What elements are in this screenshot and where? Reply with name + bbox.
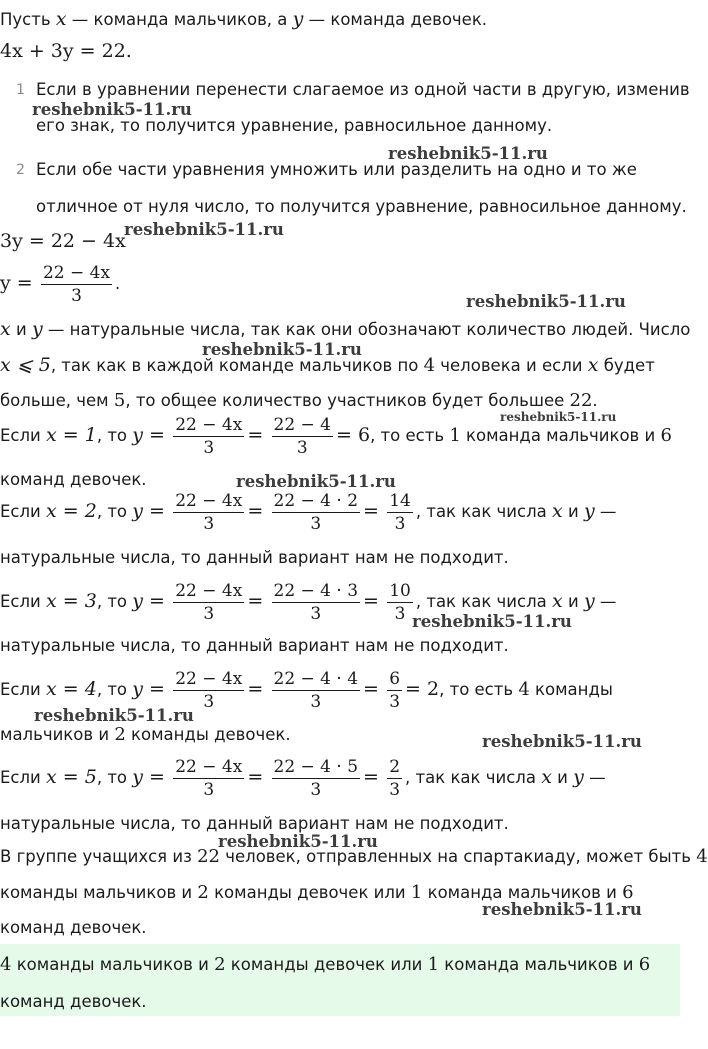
fraction: $\frac{22 - 4x}{3}$	[42, 263, 111, 306]
case-1-line-1: Если x = 1, то y = $\frac{22 - 4x}{3}$ = $\frac{22 - 4}{3}$ = 6, то есть 1 команда мальчиков и 6	[0, 415, 672, 458]
fraction: $\frac{22 - 4x}{3}$	[175, 581, 243, 624]
case-2-line-2: натуральные числа, то данный вариант нам не подходит.	[0, 548, 509, 567]
watermark: reshebnik5-11.ru	[412, 612, 572, 631]
reason-line-2: x ⩽ 5, так как в каждой команде мальчиков по 4 человека и если x будет	[0, 354, 655, 376]
fraction: $\frac{22 - 4x}{3}$	[175, 491, 243, 534]
fraction: $\frac{22 - 4x}{3}$	[175, 757, 243, 800]
fraction: $\frac{22 - 4 \cdot 4}{3}$	[273, 669, 359, 712]
watermark: reshebnik5-11.ru	[32, 100, 192, 119]
reason-line-3: больше, чем 5, то общее количество участников будет большее 22.	[0, 390, 598, 411]
step-equation-1: 3y = 22 − 4x	[0, 230, 126, 252]
fraction: $\frac{22 - 4 \cdot 3}{3}$	[273, 581, 359, 624]
rule-number: 2	[16, 162, 25, 178]
case-4-line-1: Если x = 4, то y = $\frac{22 - 4x}{3}$ = $\frac{22 - 4 \cdot 4}{3}$ = $\frac{6}{3}$ = 2, то есть 4 команды	[0, 669, 613, 712]
rule-1-line-2: его знак, то получится уравнение, равносильное данному.	[36, 116, 553, 135]
answer-box	[0, 944, 680, 1016]
step-equation-2: y = $\frac{22 - 4x}{3}$ .	[0, 263, 121, 306]
watermark: reshebnik5-11.ru	[202, 340, 362, 359]
case-4-line-2: мальчиков и 2 команды девочек.	[0, 724, 291, 745]
rule-number: 1	[16, 82, 25, 98]
case-2-line-1: Если x = 2, то y = $\frac{22 - 4x}{3}$ = $\frac{22 - 4 \cdot 2}{3}$ = $\frac{14}{3}$ , так как числа x и y —	[0, 491, 617, 534]
case-3-line-1: Если x = 3, то y = $\frac{22 - 4x}{3}$ = $\frac{22 - 4 \cdot 3}{3}$ = $\frac{10}{3}$ , так как числа x и y —	[0, 581, 617, 624]
case-1-line-2: команд девочек.	[0, 470, 147, 489]
conclusion-line-3: команд девочек.	[0, 918, 147, 937]
case-5-line-2: натуральные числа, то данный вариант нам не подходит.	[0, 814, 509, 833]
rule-2-line-2: отличное от нуля число, то получится уравнение, равносильное данному.	[36, 197, 687, 216]
watermark: reshebnik5-11.ru	[124, 220, 284, 239]
reason-line-1: x и y — натуральные числа, так как они обозначают количество людей. Число	[0, 318, 691, 340]
fraction: $\frac{2}{3}$	[389, 757, 401, 800]
conclusion-line-2: команды мальчиков и 2 команды девочек или 1 команда мальчиков и 6	[0, 882, 634, 903]
watermark: reshebnik5-11.ru	[500, 410, 617, 424]
fraction: $\frac{10}{3}$	[389, 581, 411, 624]
fraction: $\frac{22 - 4 \cdot 5}{3}$	[273, 757, 359, 800]
main-equation: 4x + 3y = 22.	[0, 40, 132, 62]
rule-1-line-1: Если в уравнении перенести слагаемое из одной части в другую, изменив	[36, 80, 690, 99]
rule-2-line-1: Если обе части уравнения умножить или разделить на одно и то же	[36, 160, 637, 179]
fraction: $\frac{14}{3}$	[389, 491, 411, 534]
watermark: reshebnik5-11.ru	[218, 832, 378, 851]
case-5-line-1: Если x = 5, то y = $\frac{22 - 4x}{3}$ = $\frac{22 - 4 \cdot 5}{3}$ = $\frac{2}{3}$ , так как числа x и y —	[0, 757, 606, 800]
conclusion-line-1: В группе учащихся из 22 человек, отправленных на спартакиаду, может быть 4	[0, 846, 708, 867]
watermark: reshebnik5-11.ru	[236, 472, 396, 491]
answer-line-1: 4 команды мальчиков и 2 команды девочек или 1 команда мальчиков и 6	[0, 954, 651, 975]
case-3-line-2: натуральные числа, то данный вариант нам не подходит.	[0, 636, 509, 655]
answer-line-2: команд девочек.	[0, 992, 147, 1011]
fraction: $\frac{22 - 4x}{3}$	[175, 415, 243, 458]
fraction: $\frac{22 - 4x}{3}$	[175, 669, 243, 712]
intro-line: Пусть x — команда мальчиков, а y — команда девочек.	[0, 8, 488, 30]
watermark: reshebnik5-11.ru	[466, 292, 626, 311]
watermark: reshebnik5-11.ru	[482, 900, 642, 919]
fraction: $\frac{22 - 4 \cdot 2}{3}$	[273, 491, 359, 534]
fraction: $\frac{6}{3}$	[389, 669, 401, 712]
watermark: reshebnik5-11.ru	[34, 706, 194, 725]
watermark: reshebnik5-11.ru	[482, 732, 642, 751]
fraction: $\frac{22 - 4}{3}$	[273, 415, 331, 458]
watermark: reshebnik5-11.ru	[388, 144, 548, 163]
